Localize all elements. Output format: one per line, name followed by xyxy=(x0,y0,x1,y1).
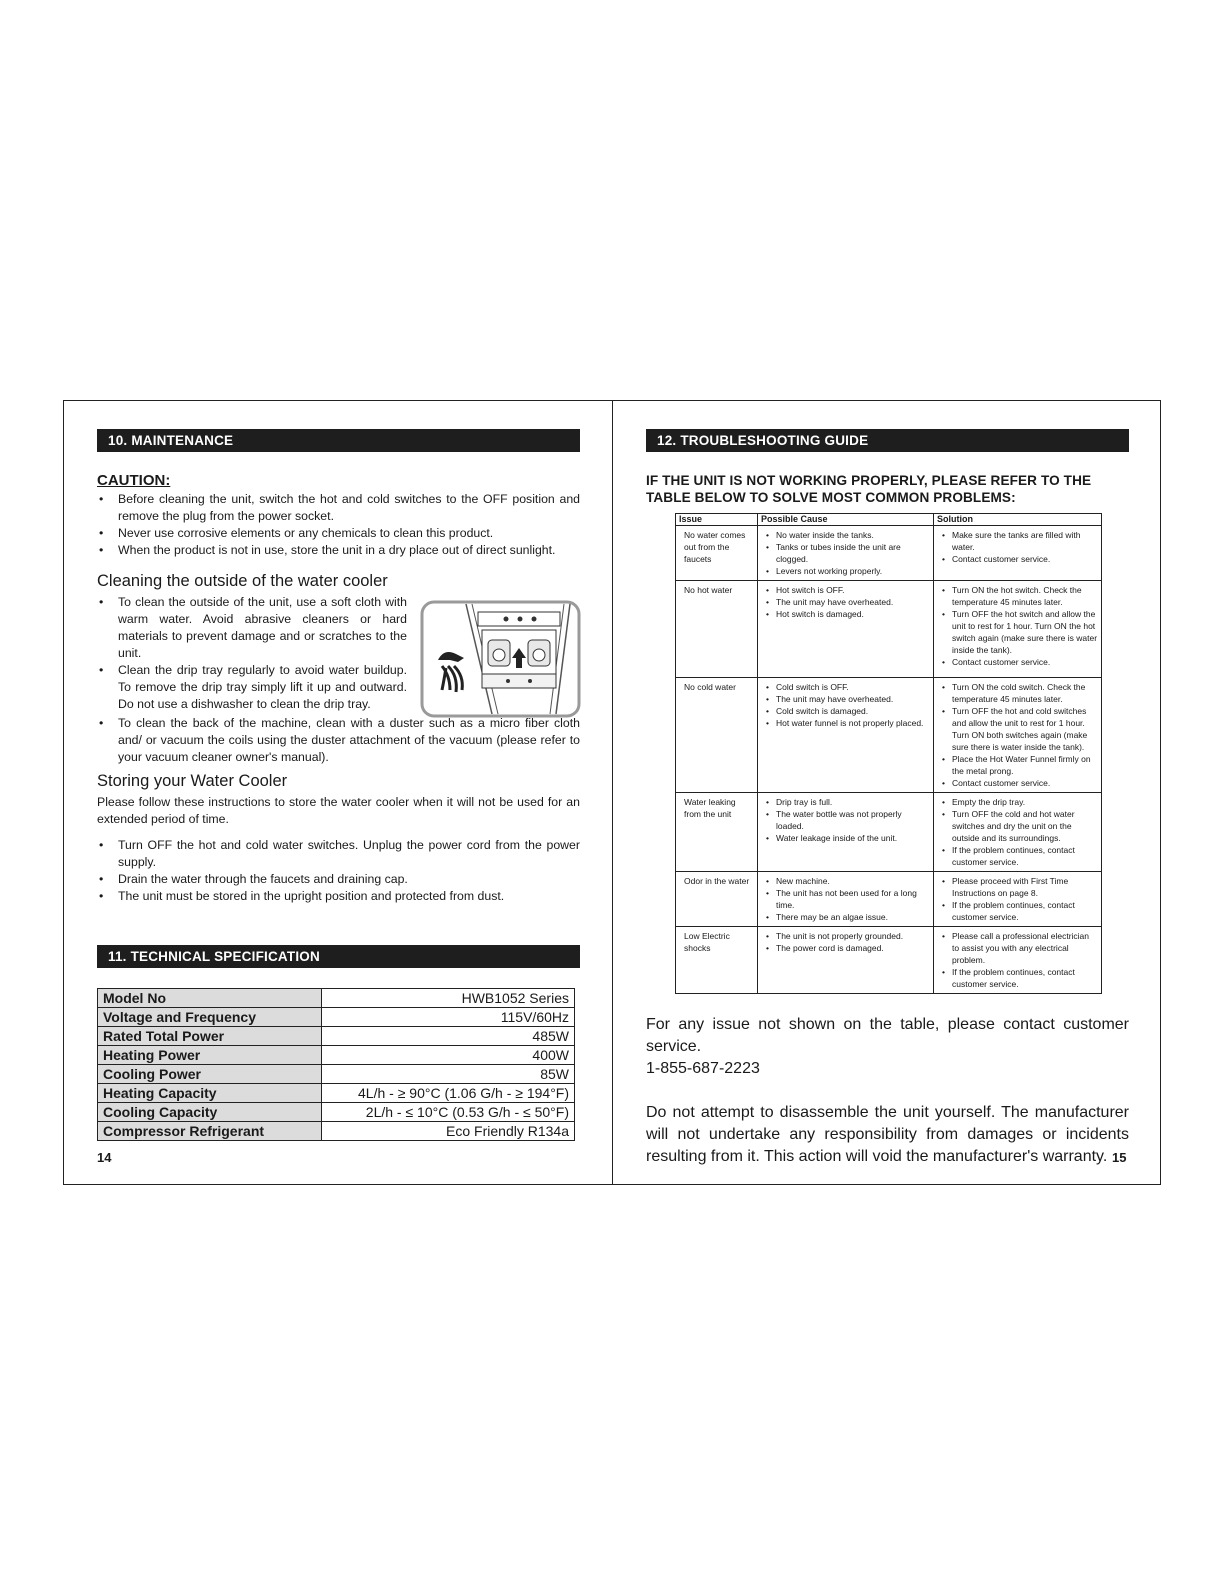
cause-item: • Water leakage inside of the unit. xyxy=(766,832,930,844)
spec-label: Heating Capacity xyxy=(98,1084,322,1103)
spec-label: Compressor Refrigerant xyxy=(98,1122,322,1141)
troubleshooting-intro-heading: IF THE UNIT IS NOT WORKING PROPERLY, PLEASE REFER TO THE TABLE BELOW TO SOLVE MOST COMMON PROBLEMS: xyxy=(646,473,1092,505)
cause-item: • The water bottle was not properly loaded. xyxy=(766,808,930,832)
table-row xyxy=(98,989,575,1008)
solution-cell xyxy=(934,927,1102,994)
column-header: Possible Cause xyxy=(758,514,934,526)
spec-value: Eco Friendly R134a xyxy=(322,1122,575,1141)
cause-item: • There may be an algae issue. xyxy=(766,911,930,923)
left-page xyxy=(97,400,580,1141)
table-row xyxy=(676,793,1102,872)
cause-item: • Tanks or tubes inside the unit are clogged. xyxy=(766,541,930,565)
issue-cell: No cold water xyxy=(676,678,758,793)
list-item: • To clean the back of the machine, clean with a duster such as a micro fiber cloth and/ or vacuum the coils using the duster attachment of the vacuum (please refer to your vacuum cleaner owner's manual). xyxy=(97,715,580,766)
cause-item: • Hot switch is OFF. xyxy=(766,584,930,596)
list-item: • To clean the outside of the unit, use a soft cloth with warm water. Avoid abrasive cleaners or hard materials to prevent damage and or scratches to the unit. xyxy=(97,594,407,662)
table-row xyxy=(98,1046,575,1065)
cause-item: • Hot water funnel is not properly placed. xyxy=(766,717,930,729)
solution-item: • Turn ON the cold switch. Check the temperature 45 minutes later. xyxy=(942,681,1098,705)
spec-value: 115V/60Hz xyxy=(322,1008,575,1027)
disassembly-warning: Do not attempt to disassemble the unit yourself. The manufacturer will not undertake any responsibility from damages or incidents resulting from it. This action will void the manufacturer's warranty. xyxy=(646,1104,1129,1165)
list-item: • Turn OFF the hot and cold water switches. Unplug the power cord from the power supply. xyxy=(97,837,580,871)
list-item: • Before cleaning the unit, switch the hot and cold switches to the OFF position and remove the plug from the power socket. xyxy=(97,491,580,525)
spec-label: Cooling Power xyxy=(98,1065,322,1084)
solution-cell xyxy=(934,581,1102,678)
issue-cell: Water leaking from the unit xyxy=(676,793,758,872)
solution-cell xyxy=(934,793,1102,872)
solution-cell xyxy=(934,526,1102,581)
solution-item: • Please call a professional electrician to assist you with any electrical problem. xyxy=(942,930,1098,966)
spec-label: Voltage and Frequency xyxy=(98,1008,322,1027)
table-row xyxy=(98,1084,575,1103)
spec-label: Cooling Capacity xyxy=(98,1103,322,1122)
solution-item: • Please proceed with First Time Instructions on page 8. xyxy=(942,875,1098,899)
solution-item: • Empty the drip tray. xyxy=(942,796,1098,808)
issue-cell: Odor in the water xyxy=(676,872,758,927)
cause-item: • Hot switch is damaged. xyxy=(766,608,930,620)
solution-item: • Turn OFF the hot switch and allow the unit to rest for 1 hour. Turn ON the hot switch again (make sure there is water inside the tank). xyxy=(942,608,1098,656)
solution-item: • Turn OFF the cold and hot water switches and dry the unit on the outside and its surroundings. xyxy=(942,808,1098,844)
cause-cell xyxy=(758,526,934,581)
page-divider xyxy=(612,400,613,1185)
table-header-row xyxy=(676,514,1102,526)
storing-intro: Please follow these instructions to store the water cooler when it will not be used for an extended period of time. xyxy=(97,795,580,826)
spec-label: Rated Total Power xyxy=(98,1027,322,1046)
page-number-left: 14 xyxy=(97,1150,112,1165)
spec-value: HWB1052 Series xyxy=(322,989,575,1008)
issue-cell: No hot water xyxy=(676,581,758,678)
table-row xyxy=(98,1027,575,1046)
cleaning-heading: Cleaning the outside of the water cooler xyxy=(97,572,388,590)
issue-cell: Low Electric shocks xyxy=(676,927,758,994)
cause-item: • Levers not working properly. xyxy=(766,565,930,577)
spec-label: Model No xyxy=(98,989,322,1008)
column-header: Solution xyxy=(934,514,1102,526)
table-row xyxy=(676,581,1102,678)
list-item: • Drain the water through the faucets and draining cap. xyxy=(97,871,580,888)
troubleshooting-table xyxy=(675,513,1102,994)
spec-label: Heating Power xyxy=(98,1046,322,1065)
solution-item: • Contact customer service. xyxy=(942,553,1098,565)
cause-item: • No water inside the tanks. xyxy=(766,529,930,541)
table-row xyxy=(98,1065,575,1084)
spec-section-title: 11. TECHNICAL SPECIFICATION xyxy=(97,945,580,968)
maintenance-section-title: 10. MAINTENANCE xyxy=(97,429,580,452)
solution-item: • Turn ON the hot switch. Check the temperature 45 minutes later. xyxy=(942,584,1098,608)
cause-cell xyxy=(758,581,934,678)
cause-item: • The unit has not been used for a long time. xyxy=(766,887,930,911)
spec-value: 85W xyxy=(322,1065,575,1084)
spec-value: 400W xyxy=(322,1046,575,1065)
storing-heading: Storing your Water Cooler xyxy=(97,772,288,790)
solution-item: • Place the Hot Water Funnel firmly on the metal prong. xyxy=(942,753,1098,777)
list-item: • The unit must be stored in the upright position and protected from dust. xyxy=(97,888,580,905)
cause-cell xyxy=(758,927,934,994)
cause-item: • The unit is not properly grounded. xyxy=(766,930,930,942)
solution-item: • If the problem continues, contact customer service. xyxy=(942,966,1098,990)
page-number-right: 15 xyxy=(1112,1150,1127,1165)
table-row xyxy=(676,678,1102,793)
cleaning-list-continued xyxy=(97,715,580,766)
contact-text: For any issue not shown on the table, please contact customer service. xyxy=(646,1016,1129,1055)
solution-item: • Contact customer service. xyxy=(942,656,1098,668)
phone-number: 1-855-687-2223 xyxy=(646,1060,760,1077)
table-row xyxy=(676,526,1102,581)
right-page xyxy=(646,400,1129,1168)
cleaning-list xyxy=(97,594,407,713)
cause-item: • Cold switch is damaged. xyxy=(766,705,930,717)
list-item: • When the product is not in use, store the unit in a dry place out of direct sunlight. xyxy=(97,542,580,559)
table-row xyxy=(676,872,1102,927)
list-item: • Clean the drip tray regularly to avoid water buildup. To remove the drip tray simply lift it up and outward. Do not use a dishwasher to clean the drip tray. xyxy=(97,662,407,713)
cause-cell xyxy=(758,793,934,872)
solution-item: • Turn OFF the hot and cold switches and allow the unit to rest for 1 hour. Turn ON both switches again (make sure there is water inside the tank). xyxy=(942,705,1098,753)
caution-list xyxy=(97,491,580,559)
spec-table xyxy=(97,988,575,1141)
caution-title: CAUTION: xyxy=(97,472,171,489)
table-row xyxy=(98,1103,575,1122)
list-item: • Never use corrosive elements or any chemicals to clean this product. xyxy=(97,525,580,542)
cause-item: • Drip tray is full. xyxy=(766,796,930,808)
column-header: Issue xyxy=(676,514,758,526)
cause-item: • The unit may have overheated. xyxy=(766,693,930,705)
solution-item: • If the problem continues, contact customer service. xyxy=(942,899,1098,923)
spec-value: 485W xyxy=(322,1027,575,1046)
cause-item: • The power cord is damaged. xyxy=(766,942,930,954)
solution-cell xyxy=(934,678,1102,793)
solution-cell xyxy=(934,872,1102,927)
cause-item: • New machine. xyxy=(766,875,930,887)
table-row xyxy=(676,927,1102,994)
cause-cell xyxy=(758,678,934,793)
water-cooler-cleaning-illustration xyxy=(420,600,581,718)
spec-value: 2L/h - ≤ 10°C (0.53 G/h - ≤ 50°F) xyxy=(322,1103,575,1122)
cause-cell xyxy=(758,872,934,927)
solution-item: • Make sure the tanks are filled with water. xyxy=(942,529,1098,553)
issue-cell: No water comes out from the faucets xyxy=(676,526,758,581)
solution-item: • If the problem continues, contact customer service. xyxy=(942,844,1098,868)
spec-value: 4L/h - ≥ 90°C (1.06 G/h - ≥ 194°F) xyxy=(322,1084,575,1103)
table-row xyxy=(98,1122,575,1141)
solution-item: • Contact customer service. xyxy=(942,777,1098,789)
cause-item: • The unit may have overheated. xyxy=(766,596,930,608)
table-row xyxy=(98,1008,575,1027)
storing-list xyxy=(97,837,580,905)
cleaning-block xyxy=(97,594,580,713)
cause-item: • Cold switch is OFF. xyxy=(766,681,930,693)
troubleshooting-section-title: 12. TROUBLESHOOTING GUIDE xyxy=(646,429,1129,452)
